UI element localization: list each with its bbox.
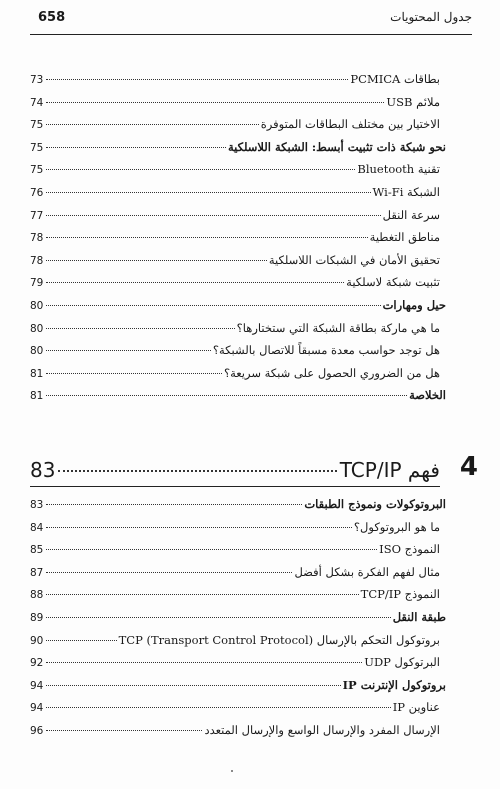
toc-page-number: 90 xyxy=(30,634,44,647)
dot-leader xyxy=(46,191,371,193)
toc-entry[interactable] xyxy=(30,563,440,581)
page-number: 658 xyxy=(38,10,66,25)
toc-entry-title: الشبكة Wi-Fi xyxy=(372,185,440,199)
dot-leader xyxy=(46,123,259,125)
toc-entry[interactable] xyxy=(30,495,446,513)
dot-leader xyxy=(46,571,292,573)
running-title: جدول المحتويات xyxy=(390,10,472,24)
dot-leader xyxy=(46,146,226,148)
toc-page-number: 87 xyxy=(30,566,44,579)
toc-entry[interactable] xyxy=(30,251,440,269)
toc-entry-title: تثبيت شبكة لاسلكية xyxy=(346,275,440,290)
toc-entry[interactable] xyxy=(30,296,446,314)
toc-entry-title: ما هي ماركة بطاقة الشبكة التي ستختارها؟ xyxy=(236,320,440,335)
toc-entry-title: الإرسال المفرد والإرسال الواسع والإرسال المتعدد xyxy=(204,723,440,737)
toc-entry-title: بطاقات PCMICA xyxy=(350,72,440,86)
page-header xyxy=(30,10,472,34)
toc-entry-title: بروتوكول التحكم بالإرسال TCP (Transport Control Protocol) xyxy=(118,632,440,647)
toc-page-number: 80 xyxy=(30,300,44,312)
toc-entry[interactable] xyxy=(30,585,440,603)
dot-leader xyxy=(46,661,362,663)
chapter-title: فهم TCP/IP xyxy=(339,458,440,482)
toc-page-number: 81 xyxy=(30,390,44,403)
dot-leader xyxy=(46,616,391,618)
toc-entry-title: البروتوكولات ونموذج الطبقات xyxy=(304,497,446,511)
toc-entry[interactable] xyxy=(30,183,440,201)
header-rule xyxy=(30,34,472,35)
toc-entry-title: سرعة النقل xyxy=(382,207,440,222)
dot-leader xyxy=(46,259,267,261)
toc-entry[interactable] xyxy=(30,70,440,88)
chapter-page: 83 xyxy=(30,458,56,482)
toc-page-number: 75 xyxy=(30,119,44,132)
toc-page-number: 80 xyxy=(30,322,44,335)
toc-page-number: 89 xyxy=(30,612,44,624)
toc-entry[interactable] xyxy=(30,364,440,382)
toc-entry[interactable] xyxy=(30,721,440,739)
toc-page-number: 76 xyxy=(30,187,44,199)
toc-entry-title: الخلاصة xyxy=(409,388,446,403)
toc-entry-title: البرتوكول UDP xyxy=(364,655,440,670)
dot-leader xyxy=(46,639,117,641)
toc-entry[interactable] xyxy=(30,386,446,404)
toc-page-number: 78 xyxy=(30,254,44,267)
dot-leader xyxy=(46,684,341,686)
dot-leader xyxy=(46,503,302,505)
toc-page-number: 74 xyxy=(30,96,44,109)
toc-entry[interactable] xyxy=(30,653,440,671)
dot-leader xyxy=(46,101,384,103)
toc-entry-title: الاختيار بين مختلف البطاقات المتوفرة xyxy=(260,117,440,132)
dot-leader xyxy=(46,327,235,329)
dot-leader xyxy=(46,526,352,528)
toc-entry[interactable] xyxy=(30,319,440,337)
dot-leader xyxy=(46,349,211,351)
dot-leader xyxy=(46,394,407,396)
dot-leader xyxy=(46,304,381,306)
chapter-rule xyxy=(30,486,440,487)
toc-page-number: 80 xyxy=(30,345,44,358)
toc-entry-title: مثال لفهم الفكرة بشكل أفضل xyxy=(294,564,440,579)
toc-entry-title: هل توجد حواسب معدة مسبقاً للاتصال بالشبكة؟ xyxy=(212,343,440,358)
dot-leader xyxy=(46,281,344,283)
toc-entry[interactable] xyxy=(30,540,440,558)
toc-entry-title: النموذج TCP/IP xyxy=(360,587,440,602)
toc-entry[interactable] xyxy=(30,676,446,694)
page-mark xyxy=(231,770,233,772)
toc-entry[interactable] xyxy=(30,228,440,246)
dot-leader xyxy=(46,706,391,708)
toc-page-number: 78 xyxy=(30,232,44,245)
toc-page-number: 73 xyxy=(30,74,44,86)
toc-entry[interactable] xyxy=(30,138,446,156)
toc-entry[interactable] xyxy=(30,115,440,133)
dot-leader xyxy=(58,470,336,472)
toc-entry-title: مناطق التغطية xyxy=(369,230,440,245)
dot-leader xyxy=(46,214,381,216)
dot-leader xyxy=(46,548,377,550)
dot-leader xyxy=(46,729,202,731)
toc-entry-title: ما هو البروتوكول؟ xyxy=(353,519,440,534)
dot-leader xyxy=(46,78,348,80)
toc-entry-title: بروتوكول الإنترنت IP xyxy=(342,677,446,692)
toc-entry[interactable] xyxy=(30,206,440,224)
toc-entry-title: تحقيق الأمان في الشبكات اللاسلكية xyxy=(268,252,440,267)
toc-entry-title: ملائم USB xyxy=(386,94,440,109)
toc-entry[interactable] xyxy=(30,631,440,649)
toc-page-number: 88 xyxy=(30,589,44,602)
toc-entry-title: عناوين IP xyxy=(392,700,440,715)
toc-entry-title: النموذج ISO xyxy=(379,542,440,557)
toc-page-number: 85 xyxy=(30,544,44,557)
toc-page-number: 83 xyxy=(30,499,44,511)
toc-entry-title: تقنية Bluetooth xyxy=(357,162,440,177)
toc-page-number: 92 xyxy=(30,657,44,670)
toc-page-number: 75 xyxy=(30,141,44,154)
toc-entry[interactable] xyxy=(30,341,440,359)
toc-page-number: 79 xyxy=(30,277,44,290)
toc-page-number: 94 xyxy=(30,702,44,715)
toc-page-number: 81 xyxy=(30,367,44,380)
toc-page-number: 77 xyxy=(30,209,44,222)
toc-page-number: 96 xyxy=(30,725,44,737)
toc-entry[interactable] xyxy=(30,698,440,716)
dot-leader xyxy=(46,168,355,170)
toc-entry[interactable] xyxy=(30,93,440,111)
toc-entry[interactable] xyxy=(30,608,446,626)
toc-entry-title: حيل ومهارات xyxy=(382,298,446,312)
toc-page-number: 84 xyxy=(30,521,44,534)
chapter-heading[interactable] xyxy=(30,456,440,484)
dot-leader xyxy=(46,236,368,238)
toc-entry-title: نحو شبكة ذات تثبيت أبسط: الشبكة اللاسلكية xyxy=(227,139,446,154)
toc-entry-title: طبقة النقل xyxy=(392,610,446,624)
toc-page-number: 94 xyxy=(30,679,44,692)
chapter-number: 4 xyxy=(459,452,478,482)
dot-leader xyxy=(46,372,222,374)
toc-entry[interactable] xyxy=(30,273,440,291)
toc-entry-title: هل من الضروري الحصول على شبكة سريعة؟ xyxy=(223,365,440,380)
toc-entry[interactable] xyxy=(30,518,440,536)
toc-page-number: 75 xyxy=(30,164,44,177)
toc-entry[interactable] xyxy=(30,160,440,178)
dot-leader xyxy=(46,593,359,595)
